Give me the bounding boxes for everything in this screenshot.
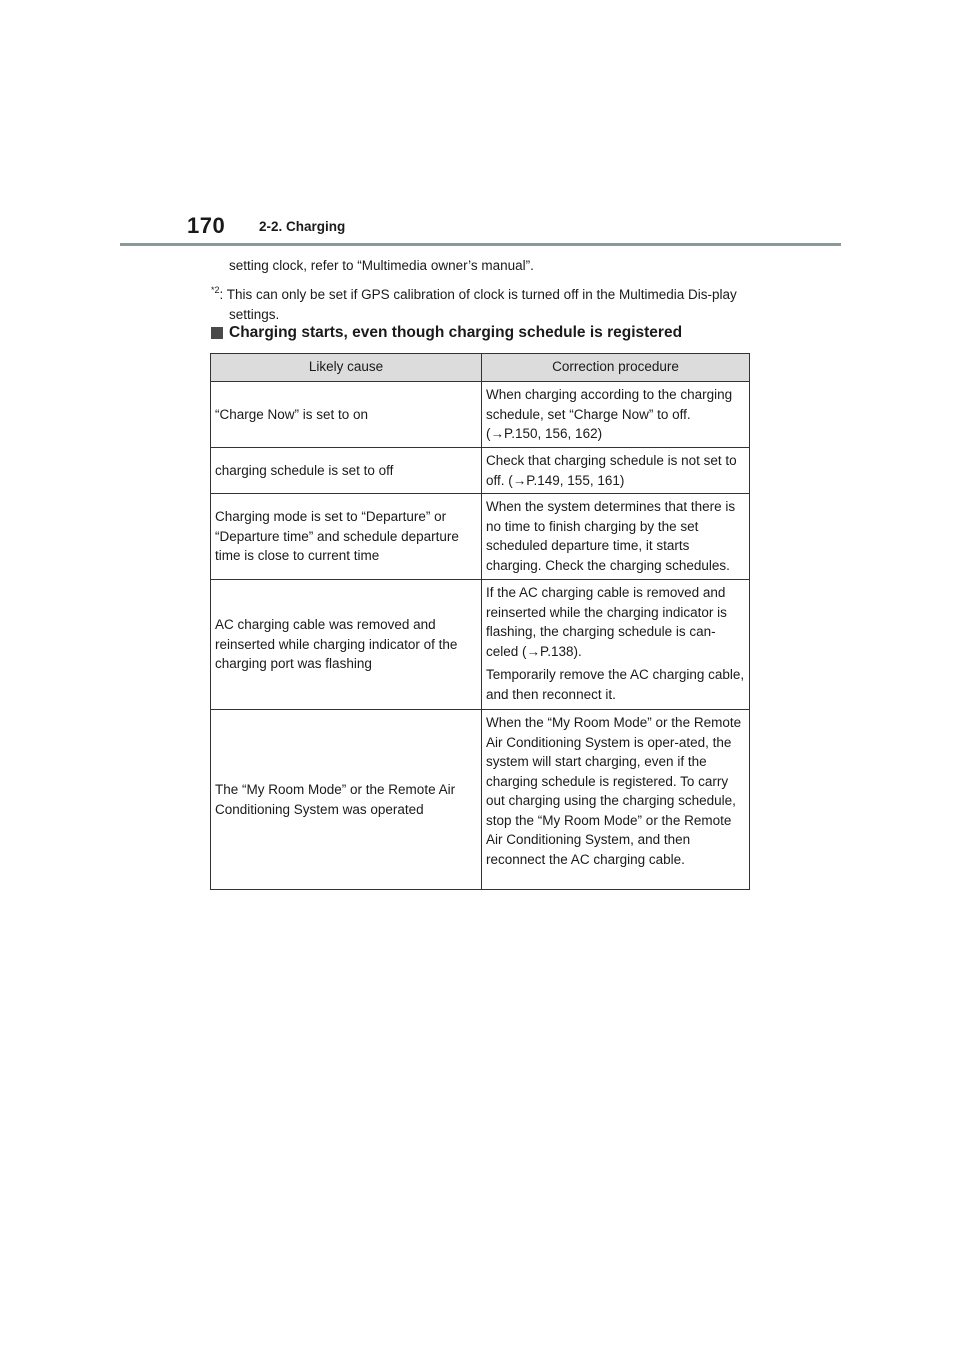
correction-text: Check that charging schedule is not set to off. (→P.149, 155, 161) xyxy=(486,453,737,488)
cause-cell: “Charge Now” is set to on xyxy=(211,382,482,448)
intro-text xyxy=(211,256,756,325)
page-number: 170 xyxy=(187,213,226,238)
cause-cell: AC charging cable was removed and reinserted while charging indicator of the charging port was flashing xyxy=(211,580,482,710)
footnote-mark: *2 xyxy=(211,285,220,295)
square-bullet-icon xyxy=(211,327,223,339)
correction-cell xyxy=(482,580,750,710)
table-row xyxy=(211,580,750,710)
table-row xyxy=(211,494,750,580)
cause-cell: charging schedule is set to off xyxy=(211,448,482,494)
table-row xyxy=(211,710,750,890)
correction-text: When the “My Room Mode” or the Remote Air Conditioning System is oper-ated, the system will start charging, even if the charging schedule is registered. To carry out charging using the charging schedule, stop the “My Room Mode” or the Remote Air Conditioning System, and then reconnect the AC charging cable. xyxy=(486,715,742,867)
column-header-correction: Correction procedure xyxy=(482,354,750,382)
section-heading xyxy=(211,323,756,343)
cause-cell: Charging mode is set to “Departure” or “Departure time” and schedule departure time is close to current time xyxy=(211,494,482,580)
footnote-text: : This can only be set if GPS calibration of clock is turned off in the Multimedia Dis-play settings. xyxy=(219,287,737,322)
correction-cell xyxy=(482,448,750,494)
correction-text: Temporarily remove the AC charging cable, and then reconnect it. xyxy=(486,667,745,702)
cause-cell: The “My Room Mode” or the Remote Air Conditioning System was operated xyxy=(211,710,482,890)
section-title: 2-2. Charging xyxy=(259,219,346,234)
footnote xyxy=(211,280,756,325)
correction-text: If the AC charging cable is removed and reinserted while the charging indicator is flashing, the charging schedule is can-celed (→P.138). xyxy=(486,585,727,659)
column-header-cause: Likely cause xyxy=(211,354,482,382)
section-heading-text: Charging starts, even though charging schedule is registered xyxy=(229,324,683,341)
correction-text: When charging according to the charging schedule, set “Charge Now” to off. (→P.150, 156, 162) xyxy=(486,387,733,441)
troubleshooting-table xyxy=(210,353,750,890)
correction-cell xyxy=(482,382,750,448)
continued-sentence: setting clock, refer to “Multimedia owner’s manual”. xyxy=(229,258,534,273)
table-header-row xyxy=(211,354,750,382)
correction-cell xyxy=(482,494,750,580)
correction-text: When the system determines that there is no time to finish charging by the set scheduled departure time, it starts charging. Check the charging schedules. xyxy=(486,499,736,573)
table-row xyxy=(211,382,750,448)
table-row xyxy=(211,448,750,494)
correction-cell xyxy=(482,710,750,890)
header-divider xyxy=(120,243,841,246)
